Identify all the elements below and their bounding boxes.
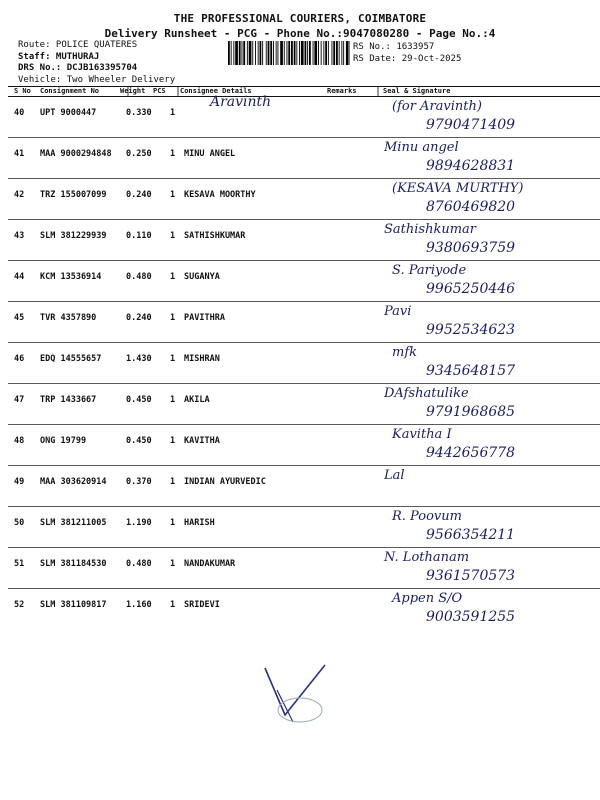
handwritten-signature: Minu angel <box>384 140 459 155</box>
consignee-handwritten-name: Aravinth <box>210 94 272 110</box>
handwritten-signature: S. Pariyode <box>392 263 467 278</box>
handwritten-signature: N. Lothanam <box>384 550 470 565</box>
cell-sno: 40 <box>14 108 25 118</box>
rs-number: RS No.: 1633957 <box>353 42 435 52</box>
cell-consignee: HARISH <box>184 518 215 528</box>
handwritten-phone: 9442656778 <box>426 445 516 461</box>
handwritten-phone: 9965250446 <box>426 281 516 297</box>
barcode <box>228 41 350 65</box>
rs-date: RS Date: 29-Oct-2025 <box>353 53 462 64</box>
cell-consignee: SATHISHKUMAR <box>184 231 246 241</box>
cell-pcs: 1 <box>170 395 176 405</box>
cell-pcs: 1 <box>170 313 176 323</box>
table-row <box>0 589 600 631</box>
cell-consignee: KAVITHA <box>184 436 220 446</box>
signature-cell <box>378 548 600 590</box>
cell-consignee: KESAVA MOORTHY <box>184 190 256 200</box>
vehicle-label: Vehicle: Two Wheeler Delivery <box>18 74 176 85</box>
cell-consignment-no: MAA 303620914 <box>40 477 107 487</box>
handwritten-phone: 9003591255 <box>426 609 516 625</box>
cell-sno: 46 <box>14 354 25 364</box>
cell-sno: 45 <box>14 313 25 323</box>
signature-cell <box>378 384 600 426</box>
cell-consignee: INDIAN AYURVEDIC <box>184 477 266 487</box>
cell-consignment-no: SLM 381229939 <box>40 231 107 241</box>
cell-consignment-no: TRZ 155007099 <box>40 190 107 200</box>
cell-sno: 42 <box>14 190 25 200</box>
cell-consignment-no: TVR 4357890 <box>40 313 97 323</box>
table-row <box>0 507 600 549</box>
col-pcs: PCS <box>153 87 166 95</box>
cell-weight: 0.480 <box>126 559 152 569</box>
cell-weight: 0.450 <box>126 436 152 446</box>
handwritten-phone: 9952534623 <box>426 322 516 338</box>
table-row <box>0 425 600 467</box>
staff-label: Staff: MUTHURAJ <box>18 51 100 62</box>
cell-consignee: MINU ANGEL <box>184 149 236 159</box>
table-row <box>0 343 600 385</box>
cell-pcs: 1 <box>170 477 176 487</box>
table-row <box>0 261 600 303</box>
handwritten-signature: R. Poovum <box>392 509 462 524</box>
cell-weight: 0.240 <box>126 190 152 200</box>
cell-pcs: 1 <box>170 559 176 569</box>
cell-weight: 0.450 <box>126 395 152 405</box>
table-row <box>0 384 600 426</box>
handwritten-signature: (KESAVA MURTHY) <box>392 181 524 196</box>
cell-consignee: SRIDEVI <box>184 600 220 610</box>
table-row <box>0 548 600 590</box>
cell-consignee: SUGANYA <box>184 272 220 282</box>
handwritten-signature: (for Aravinth) <box>392 99 482 114</box>
cell-consignment-no: UPT 9000447 <box>40 108 97 118</box>
signature-cell <box>378 425 600 467</box>
handwritten-signature: Appen S/O <box>392 591 463 606</box>
handwritten-signature: Kavitha I <box>392 427 452 442</box>
receiver-stamp-mark <box>255 660 345 730</box>
signature-cell <box>378 343 600 385</box>
runsheet-meta <box>18 40 175 86</box>
cell-weight: 1.430 <box>126 354 152 364</box>
col-seal-signature: Seal & Signature <box>383 87 451 95</box>
handwritten-phone: 9790471409 <box>426 117 516 133</box>
cell-sno: 44 <box>14 272 25 282</box>
cell-consignment-no: MAA 9000294848 <box>40 149 112 159</box>
cell-consignment-no: SLM 381184530 <box>40 559 107 569</box>
cell-pcs: 1 <box>170 272 176 282</box>
signature-cell <box>378 302 600 344</box>
cell-weight: 0.330 <box>126 108 152 118</box>
table-row <box>0 302 600 344</box>
cell-weight: 1.190 <box>126 518 152 528</box>
handwritten-signature: DAfshatulike <box>384 386 469 401</box>
handwritten-phone: 9894628831 <box>426 158 516 174</box>
handwritten-phone: 9361570573 <box>426 568 516 584</box>
cell-consignee: MISHRAN <box>184 354 220 364</box>
cell-weight: 0.250 <box>126 149 152 159</box>
cell-pcs: 1 <box>170 108 176 118</box>
handwritten-signature: Lal <box>384 468 405 483</box>
cell-consignment-no: KCM 13536914 <box>40 272 102 282</box>
table-row <box>0 138 600 180</box>
handwritten-phone: 9566354211 <box>426 527 516 543</box>
table-row <box>0 220 600 262</box>
cell-weight: 0.240 <box>126 313 152 323</box>
cell-consignment-no: EDQ 14555657 <box>40 354 102 364</box>
company-title: THE PROFESSIONAL COURIERS, COIMBATORE <box>173 12 427 25</box>
col-remarks: Remarks <box>327 87 357 95</box>
col-consignment: Consignment No <box>40 87 100 95</box>
col-weight: Weight <box>120 87 146 95</box>
cell-consignment-no: TRP 1433667 <box>40 395 97 405</box>
rs-meta <box>353 42 461 65</box>
cell-pcs: 1 <box>170 518 176 528</box>
cell-pcs: 1 <box>170 190 176 200</box>
cell-sno: 43 <box>14 231 25 241</box>
runsheet-subtitle: Delivery Runsheet - PCG - Phone No.:9047080280 - Page No.:4 <box>104 27 496 40</box>
cell-consignment-no: SLM 381109817 <box>40 600 107 610</box>
handwritten-phone: 9345648157 <box>426 363 516 379</box>
cell-weight: 1.160 <box>126 600 152 610</box>
table-row <box>0 466 600 508</box>
drs-number: DRS No.: DCJB163395704 <box>18 63 138 73</box>
cell-sno: 52 <box>14 600 25 610</box>
cell-sno: 47 <box>14 395 25 405</box>
cell-pcs: 1 <box>170 436 176 446</box>
signature-cell <box>378 507 600 549</box>
signature-cell <box>378 179 600 221</box>
cell-pcs: 1 <box>170 149 176 159</box>
signature-cell <box>378 97 600 139</box>
signature-cell <box>378 220 600 262</box>
cell-consignment-no: ONG 19799 <box>40 436 87 446</box>
handwritten-signature: Pavi <box>384 304 412 319</box>
cell-pcs: 1 <box>170 600 176 610</box>
col-sno: S No <box>14 87 31 95</box>
cell-sno: 49 <box>14 477 25 487</box>
handwritten-signature: mfk <box>392 345 418 360</box>
cell-pcs: 1 <box>170 354 176 364</box>
cell-consignee: PAVITHRA <box>184 313 225 323</box>
cell-weight: 0.370 <box>126 477 152 487</box>
cell-pcs: 1 <box>170 231 176 241</box>
handwritten-signature: Sathishkumar <box>384 222 476 237</box>
cell-sno: 48 <box>14 436 25 446</box>
handwritten-phone: 8760469820 <box>426 199 516 215</box>
route-label: Route: POLICE QUATERES <box>18 40 138 50</box>
cell-sno: 41 <box>14 149 25 159</box>
cell-weight: 0.110 <box>126 231 152 241</box>
handwritten-phone: 9791968685 <box>426 404 516 420</box>
table-row <box>0 179 600 221</box>
signature-cell <box>378 466 600 508</box>
cell-weight: 0.480 <box>126 272 152 282</box>
cell-sno: 51 <box>14 559 25 569</box>
col-consignee: Consignee Details <box>180 87 252 95</box>
cell-sno: 50 <box>14 518 25 528</box>
signature-cell <box>378 138 600 180</box>
cell-consignee: NANDAKUMAR <box>184 559 236 569</box>
signature-cell <box>378 589 600 631</box>
cell-consignment-no: SLM 381211005 <box>40 518 107 528</box>
signature-cell <box>378 261 600 303</box>
table-row <box>0 97 600 139</box>
handwritten-phone: 9380693759 <box>426 240 516 256</box>
cell-consignee: AKILA <box>184 395 210 405</box>
